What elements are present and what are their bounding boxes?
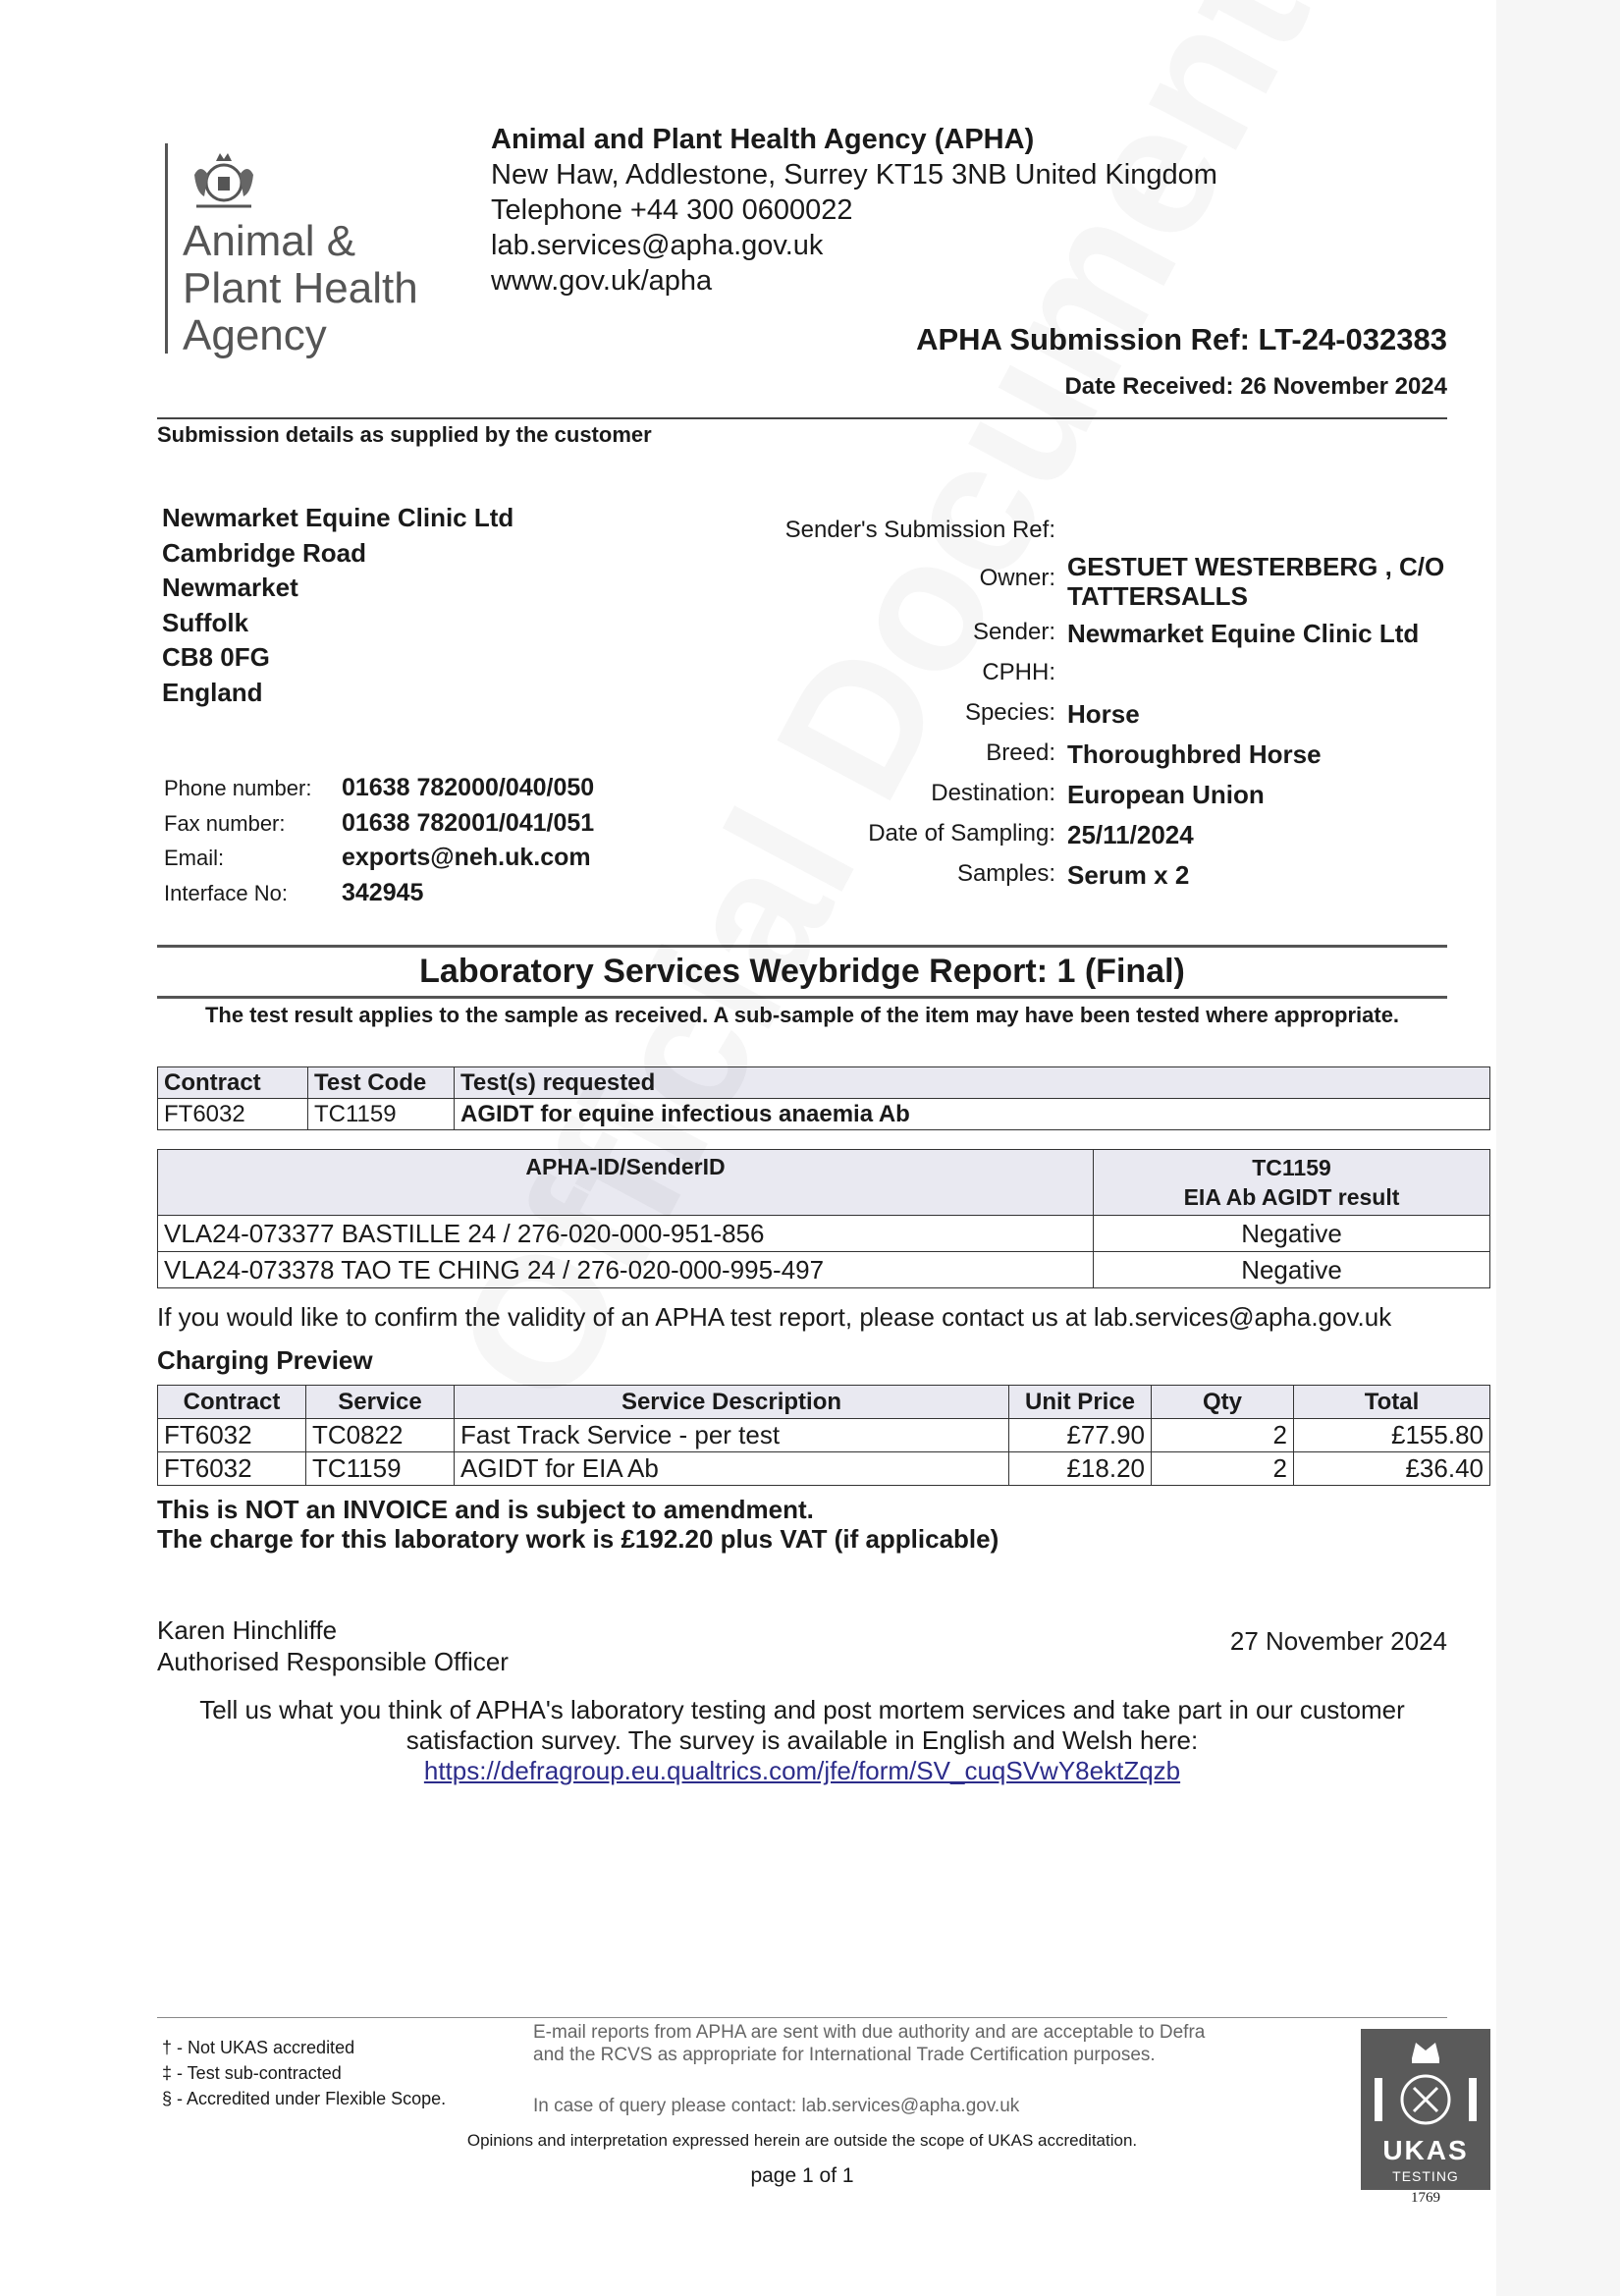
- address-line: England: [162, 677, 263, 707]
- divider: [157, 417, 1447, 419]
- table-row: [158, 1099, 1490, 1130]
- table-cell: TC1159: [308, 1099, 455, 1130]
- customer-contact: [164, 771, 594, 910]
- legend-item: † - Not UKAS accredited: [162, 2038, 355, 2057]
- agency-telephone: Telephone +44 300 0600022: [491, 194, 853, 226]
- table-cell: £155.80: [1294, 1419, 1490, 1452]
- table-cell: FT6032: [158, 1419, 306, 1452]
- signatory-name: Karen Hinchliffe: [157, 1615, 338, 1645]
- ukas-number: 1769: [1411, 2190, 1440, 2206]
- table-cell: 2: [1152, 1419, 1294, 1452]
- detail-label: Date of Sampling:: [868, 820, 1055, 847]
- logo-divider: [165, 143, 168, 354]
- invoice-note: [157, 1495, 999, 1554]
- table-header: Total: [1294, 1386, 1490, 1419]
- detail-value: [1067, 517, 1489, 544]
- table-header: Contract: [158, 1067, 308, 1099]
- submission-ref: APHA Submission Ref: LT-24-032383: [916, 322, 1447, 356]
- detail-value: Newmarket Equine Clinic Ltd: [1067, 619, 1420, 648]
- address-line: Newmarket Equine Clinic Ltd: [162, 503, 514, 532]
- table-header: APHA-ID/SenderID: [158, 1150, 1094, 1216]
- survey-block: [157, 1695, 1447, 1786]
- agency-website: www.gov.uk/apha: [491, 265, 713, 297]
- phone-value: 01638 782000/040/050: [342, 774, 595, 801]
- table-cell: FT6032: [158, 1099, 308, 1130]
- email-authority-note: E-mail reports from APHA are sent with due authority and are acceptable to Defra and the RCVS as appropriate for International Trade Certification purposes.: [533, 2022, 1206, 2065]
- interface-label: Interface No:: [164, 880, 288, 905]
- signatory: [157, 1614, 509, 1677]
- detail-value: [1067, 659, 1489, 686]
- result-code-header: TC1159: [1252, 1155, 1331, 1180]
- not-invoice-text: This is NOT an INVOICE and is subject to amendment.: [157, 1495, 814, 1524]
- table-row: [158, 1216, 1490, 1252]
- customer-address: [162, 501, 513, 710]
- survey-link[interactable]: https://defragroup.eu.qualtrics.com/jfe/form/SV_cuqSVwY8ektZqzb: [423, 1756, 1181, 1785]
- accreditation-legend: [162, 2035, 446, 2111]
- table-cell: £36.40: [1294, 1452, 1490, 1486]
- submission-details-heading: Submission details as supplied by the customer: [157, 422, 652, 447]
- royal-crest-icon: [183, 145, 265, 214]
- signatory-role: Authorised Responsible Officer: [157, 1647, 509, 1676]
- result-test-header: EIA Ab AGIDT result: [1183, 1184, 1400, 1210]
- table-header: Qty: [1152, 1386, 1294, 1419]
- page-edge-strip: [1496, 0, 1620, 2296]
- fax-label: Fax number:: [164, 810, 286, 836]
- table-header: Test Code: [308, 1067, 455, 1099]
- ukas-badge: [1361, 2029, 1490, 2190]
- detail-label: Destination:: [931, 780, 1055, 806]
- table-cell: TC1159: [306, 1452, 455, 1486]
- ukas-crown-icon: [1361, 2029, 1490, 2135]
- divider: [157, 2017, 1447, 2018]
- charging-title: Charging Preview: [157, 1345, 373, 1375]
- table-cell: FT6032: [158, 1452, 306, 1486]
- legend-item: § - Accredited under Flexible Scope.: [162, 2089, 447, 2108]
- signature-date: 27 November 2024: [1229, 1626, 1447, 1656]
- address-line: CB8 0FG: [162, 642, 270, 672]
- report-title: Laboratory Services Weybridge Report: 1 (Final): [419, 953, 1185, 990]
- agency-name: Animal and Plant Health Agency (APHA): [491, 124, 1035, 155]
- ukas-testing: TESTING: [1392, 2168, 1459, 2184]
- detail-label: Sender's Submission Ref:: [784, 517, 1055, 543]
- table-header: Unit Price: [1009, 1386, 1152, 1419]
- address-line: Newmarket: [162, 573, 298, 602]
- table-header: [1094, 1150, 1490, 1216]
- ukas-word: UKAS: [1382, 2135, 1469, 2165]
- table-cell: Fast Track Service - per test: [455, 1419, 1009, 1452]
- confirm-validity-note: If you would like to confirm the validity of an APHA test report, please contact us at lab.services@apha.gov.uk: [157, 1302, 1392, 1332]
- address-line: Suffolk: [162, 607, 249, 637]
- charge-total-text: The charge for this laboratory work is £192.20 plus VAT (if applicable): [157, 1524, 999, 1554]
- detail-value: 25/11/2024: [1067, 820, 1194, 849]
- detail-value: GESTUET WESTERBERG , C/O TATTERSALLS: [1067, 552, 1445, 611]
- detail-label: CPHH:: [982, 659, 1055, 685]
- interface-value: 342945: [342, 878, 424, 906]
- query-contact: In case of query please contact: lab.services@apha.gov.uk: [533, 2096, 1020, 2116]
- tests-requested-table: [157, 1066, 1490, 1130]
- legend-item: ‡ - Test sub-contracted: [162, 2063, 342, 2083]
- table-header: Contract: [158, 1386, 306, 1419]
- phone-label: Phone number:: [164, 776, 312, 800]
- survey-line: satisfaction survey. The survey is available in English and Welsh here:: [405, 1725, 1199, 1755]
- table-header: Service: [306, 1386, 455, 1419]
- address-line: Cambridge Road: [162, 537, 367, 568]
- table-cell: TC0822: [306, 1419, 455, 1452]
- table-row: [158, 1252, 1490, 1288]
- charging-table: [157, 1385, 1490, 1486]
- table-cell: £18.20: [1009, 1452, 1152, 1486]
- result-value: Negative: [1094, 1216, 1490, 1252]
- table-row: [158, 1419, 1490, 1452]
- detail-label: Sender:: [972, 619, 1055, 645]
- logo-line: Animal &: [183, 217, 356, 265]
- logo-line: Agency: [183, 311, 327, 359]
- detail-label: Species:: [964, 699, 1055, 726]
- detail-label: Owner:: [979, 565, 1055, 591]
- results-table: [157, 1149, 1490, 1288]
- detail-label: Breed:: [986, 739, 1055, 766]
- agency-address: New Haw, Addlestone, Surrey KT15 3NB United Kingdom: [491, 159, 1217, 191]
- result-value: Negative: [1094, 1252, 1490, 1288]
- table-cell: 2: [1152, 1452, 1294, 1486]
- survey-line: Tell us what you think of APHA's laboratory testing and post mortem services and take part in our customer: [199, 1695, 1405, 1724]
- table-cell: AGIDT for equine infectious anaemia Ab: [455, 1099, 1490, 1130]
- email-value: exports@neh.uk.com: [342, 844, 591, 871]
- logo-line: Plant Health: [183, 264, 418, 312]
- table-cell: VLA24-073378 TAO TE CHING 24 / 276-020-000-995-497: [158, 1252, 1094, 1288]
- table-header: Test(s) requested: [455, 1067, 1490, 1099]
- table-cell: AGIDT for EIA Ab: [455, 1452, 1009, 1486]
- date-received: Date Received: 26 November 2024: [1064, 373, 1447, 400]
- fax-value: 01638 782001/041/051: [342, 808, 595, 837]
- table-row: [158, 1452, 1490, 1486]
- agency-logo-text: [183, 218, 418, 359]
- agency-email: lab.services@apha.gov.uk: [491, 230, 824, 261]
- opinions-note: Opinions and interpretation expressed herein are outside the scope of UKAS accreditation.: [466, 2131, 1138, 2150]
- table-cell: VLA24-073377 BASTILLE 24 / 276-020-000-951-856: [158, 1216, 1094, 1252]
- detail-value: Thoroughbred Horse: [1067, 739, 1322, 769]
- detail-value: European Union: [1067, 780, 1265, 809]
- detail-value: Serum x 2: [1067, 860, 1190, 890]
- applies-note: The test result applies to the sample as received. A sub-sample of the item may have been tested where appropriate.: [204, 1003, 1400, 1027]
- table-cell: £77.90: [1009, 1419, 1152, 1452]
- table-header: Service Description: [455, 1386, 1009, 1419]
- detail-label: Samples:: [956, 860, 1055, 887]
- email-label: Email:: [164, 846, 225, 870]
- page-number: page 1 of 1: [750, 2164, 854, 2187]
- detail-value: Horse: [1067, 699, 1140, 729]
